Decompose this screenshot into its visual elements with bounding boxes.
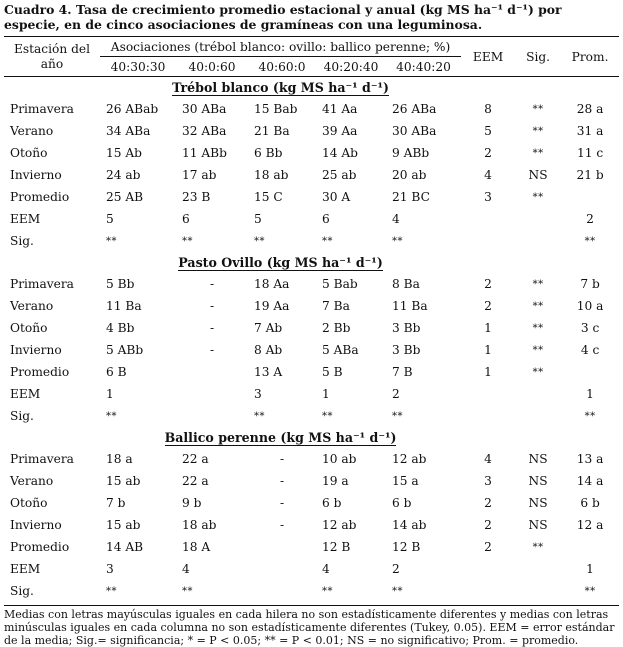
header-col: 40:20:40 xyxy=(316,57,386,77)
eem-cell: 3 xyxy=(484,190,492,204)
sig-cell: NS xyxy=(528,168,548,182)
table-cell: ** xyxy=(254,410,265,422)
table-row xyxy=(4,208,619,230)
section-title-row xyxy=(4,252,619,273)
table-cell: 6 xyxy=(322,212,330,226)
row-label: Otoño xyxy=(10,321,48,335)
eem-cell: 2 xyxy=(484,496,492,510)
table-row xyxy=(4,470,619,492)
prom-cell: 12 a xyxy=(576,518,604,532)
table-caption xyxy=(4,2,619,32)
table-cell: 21 Ba xyxy=(254,124,290,138)
table-cell: ** xyxy=(182,585,193,597)
table-cell: - xyxy=(209,299,215,313)
table-cell: 15 Ab xyxy=(106,146,142,160)
table-cell: 5 xyxy=(106,212,114,226)
header-col: 40:30:30 xyxy=(100,57,176,77)
table-cell: 8 Ba xyxy=(392,277,420,291)
sig-cell xyxy=(515,208,561,230)
table-row xyxy=(4,230,619,252)
row-label: Promedio xyxy=(10,190,70,204)
table-row xyxy=(4,536,619,558)
row-label: Invierno xyxy=(10,343,62,357)
row-label: Verano xyxy=(10,474,54,488)
table-cell: 30 A xyxy=(322,190,351,204)
table-cell xyxy=(176,405,248,427)
row-label: Otoño xyxy=(10,496,48,510)
table-cell: 7 Ab xyxy=(254,321,283,335)
sig-cell: ** xyxy=(532,103,544,115)
eem-cell: 4 xyxy=(484,452,492,466)
sig-cell: NS xyxy=(528,496,548,510)
table-cell: 12 B xyxy=(392,540,421,554)
table-cell: 12 ab xyxy=(392,452,427,466)
table-cell: 4 Bb xyxy=(106,321,135,335)
table-cell: 9 b xyxy=(182,496,202,510)
table-cell: ** xyxy=(392,410,403,422)
table-cell: ** xyxy=(254,235,265,247)
table-cell: 5 B xyxy=(322,365,343,379)
table-cell: 14 ab xyxy=(392,518,427,532)
eem-cell xyxy=(461,405,515,427)
table-row xyxy=(4,98,619,120)
prom-cell: ** xyxy=(584,235,596,247)
table-cell: 15 ab xyxy=(106,518,141,532)
table-cell: 13 A xyxy=(254,365,283,379)
prom-cell: 1 xyxy=(586,562,594,576)
sig-cell xyxy=(515,558,561,580)
table-cell: ** xyxy=(392,235,403,247)
table-cell: ** xyxy=(182,235,193,247)
sig-cell: ** xyxy=(532,344,544,356)
prom-cell: 10 a xyxy=(576,299,604,313)
sig-cell xyxy=(515,580,561,602)
prom-cell: 13 a xyxy=(576,452,604,466)
table-row xyxy=(4,120,619,142)
table-cell: 21 BC xyxy=(392,190,430,204)
table-cell: 18 A xyxy=(182,540,211,554)
table-cell: 15 C xyxy=(254,190,283,204)
prom-cell: 3 c xyxy=(580,321,600,335)
prom-cell: 11 c xyxy=(576,146,604,160)
table-cell: 7 B xyxy=(392,365,413,379)
section-title-row xyxy=(4,427,619,448)
table-cell: 6 Bb xyxy=(254,146,283,160)
sig-cell xyxy=(515,383,561,405)
eem-cell xyxy=(461,580,515,602)
row-label: Primavera xyxy=(10,452,74,466)
table-row xyxy=(4,142,619,164)
row-label: EEM xyxy=(10,562,41,576)
table-cell: 6 B xyxy=(106,365,127,379)
table-cell: 25 AB xyxy=(106,190,144,204)
table-cell: 18 a xyxy=(106,452,133,466)
table-cell: 2 xyxy=(392,387,400,401)
row-label: EEM xyxy=(10,387,41,401)
sig-cell: ** xyxy=(532,300,544,312)
table-cell: 3 Bb xyxy=(392,343,421,357)
eem-cell: 1 xyxy=(484,343,492,357)
table-cell xyxy=(248,580,316,602)
table-cell: 26 ABab xyxy=(106,102,159,116)
table-row xyxy=(4,273,619,295)
sig-cell: ** xyxy=(532,278,544,290)
sig-cell: ** xyxy=(532,322,544,334)
table-cell: 18 ab xyxy=(254,168,289,182)
prom-cell xyxy=(561,186,619,208)
row-label: Invierno xyxy=(10,518,62,532)
header-group-label: Asociaciones (trébol blanco: ovillo: ballico perenne; %) xyxy=(100,37,461,57)
prom-cell: 21 b xyxy=(576,168,604,182)
section-title xyxy=(100,252,461,273)
table-cell: 20 ab xyxy=(392,168,427,182)
row-label: Primavera xyxy=(10,102,74,116)
prom-cell xyxy=(561,536,619,558)
row-label: Primavera xyxy=(10,277,74,291)
row-label: Verano xyxy=(10,124,54,138)
table-cell: 15 Bab xyxy=(254,102,298,116)
table-cell: 10 ab xyxy=(322,452,357,466)
eem-cell xyxy=(461,208,515,230)
table-cell: ** xyxy=(392,585,403,597)
header-station xyxy=(4,37,100,77)
header-col: 40:40:20 xyxy=(386,57,461,77)
table-cell: - xyxy=(279,518,285,532)
table-cell: 3 Bb xyxy=(392,321,421,335)
header-eem: EEM xyxy=(461,37,515,77)
eem-cell: 5 xyxy=(484,124,492,138)
table-cell: 30 ABa xyxy=(392,124,437,138)
row-label: Sig. xyxy=(10,409,34,423)
table-cell: 34 ABa xyxy=(106,124,151,138)
prom-cell xyxy=(561,361,619,383)
table-cell: 6 b xyxy=(322,496,342,510)
table-cell: - xyxy=(279,496,285,510)
table-cell: 4 xyxy=(322,562,330,576)
eem-cell xyxy=(461,558,515,580)
table-cell: ** xyxy=(106,235,117,247)
eem-cell: 3 xyxy=(484,474,492,488)
row-label: Sig. xyxy=(10,584,34,598)
prom-cell: ** xyxy=(584,585,596,597)
sig-cell: ** xyxy=(532,541,544,553)
eem-cell: 2 xyxy=(484,146,492,160)
prom-cell: 4 c xyxy=(580,343,600,357)
row-label: Sig. xyxy=(10,234,34,248)
caption-text: Tasa de crecimiento promedio estacional y anual (kg MS ha⁻¹ d⁻¹) por especie, en de cinco asociaciones de gramíneas con una leguminosa. xyxy=(4,2,562,32)
header-col: 40:0:60 xyxy=(176,57,248,77)
table-cell: 15 ab xyxy=(106,474,141,488)
table-cell: 14 Ab xyxy=(322,146,358,160)
header-row-1 xyxy=(4,37,619,57)
eem-cell xyxy=(461,383,515,405)
sig-cell: NS xyxy=(528,518,548,532)
prom-cell: ** xyxy=(584,410,596,422)
table-cell: 6 b xyxy=(392,496,412,510)
table-row xyxy=(4,558,619,580)
table-cell: 2 Bb xyxy=(322,321,351,335)
table-cell: 32 ABa xyxy=(182,124,227,138)
eem-cell: 2 xyxy=(484,277,492,291)
table-cell: 5 xyxy=(254,212,262,226)
section-title-row xyxy=(4,77,619,99)
table-row xyxy=(4,580,619,602)
prom-cell: 6 b xyxy=(580,496,600,510)
table-row xyxy=(4,361,619,383)
table-cell: - xyxy=(209,343,215,357)
sig-cell: ** xyxy=(532,125,544,137)
table-cell: 17 ab xyxy=(182,168,217,182)
table-row xyxy=(4,514,619,536)
table-cell: 19 Aa xyxy=(254,299,290,313)
table-cell: 5 ABa xyxy=(322,343,359,357)
table-cell: - xyxy=(279,474,285,488)
eem-cell: 1 xyxy=(484,321,492,335)
header-prom: Prom. xyxy=(561,37,619,77)
section-title-text: Pasto Ovillo (kg MS ha⁻¹ d⁻¹) xyxy=(178,255,383,270)
table-footnote: Medias con letras mayúsculas iguales en cada hilera no son estadísticamente diferentes y medias con letras minúsculas iguales en cada columna no son estadísticamente diferentes (Tukey, 0.05). EEM = error estándar de la media; Sig.= significancia; * = P < 0.05; ** = P < 0.01; NS = no significativo; Prom. = promedio. xyxy=(4,605,619,647)
header-col: 40:60:0 xyxy=(248,57,316,77)
table-cell: 5 ABb xyxy=(106,343,144,357)
table-cell: - xyxy=(209,277,215,291)
row-label: Otoño xyxy=(10,146,48,160)
table-cell: 6 xyxy=(182,212,190,226)
sig-cell: ** xyxy=(532,191,544,203)
section-title xyxy=(100,427,461,448)
table-cell: 39 Aa xyxy=(322,124,358,138)
table-row xyxy=(4,295,619,317)
table-cell xyxy=(176,361,248,383)
table-cell: 19 a xyxy=(322,474,349,488)
table-cell: 11 Ba xyxy=(392,299,428,313)
prom-cell: 2 xyxy=(586,212,594,226)
eem-cell: 8 xyxy=(484,102,492,116)
table-cell: 25 ab xyxy=(322,168,357,182)
section-title xyxy=(100,77,461,99)
row-label: Promedio xyxy=(10,540,70,554)
table-cell: 12 B xyxy=(322,540,351,554)
table-cell: 4 xyxy=(182,562,190,576)
row-label: Verano xyxy=(10,299,54,313)
table-cell: 22 a xyxy=(182,474,209,488)
table-row xyxy=(4,405,619,427)
table-row xyxy=(4,383,619,405)
table-cell: 24 ab xyxy=(106,168,141,182)
table-cell: 4 xyxy=(392,212,400,226)
table-row xyxy=(4,164,619,186)
section-title-text: Ballico perenne (kg MS ha⁻¹ d⁻¹) xyxy=(164,430,397,445)
prom-cell: 1 xyxy=(586,387,594,401)
sig-cell xyxy=(515,230,561,252)
eem-cell: 2 xyxy=(484,299,492,313)
table-cell: 26 ABa xyxy=(392,102,437,116)
sig-cell: NS xyxy=(528,474,548,488)
table-cell: - xyxy=(279,452,285,466)
table-cell: 7 Ba xyxy=(322,299,350,313)
prom-cell: 7 b xyxy=(580,277,600,291)
eem-cell: 4 xyxy=(484,168,492,182)
table-cell: 5 Bb xyxy=(106,277,135,291)
table-cell xyxy=(176,383,248,405)
table-cell: 30 ABa xyxy=(182,102,227,116)
table-cell: 15 a xyxy=(392,474,419,488)
sig-cell xyxy=(515,405,561,427)
sig-cell: ** xyxy=(532,147,544,159)
table-cell: 8 Ab xyxy=(254,343,283,357)
table-cell: 2 xyxy=(392,562,400,576)
table-cell: 18 ab xyxy=(182,518,217,532)
table-cell: 14 AB xyxy=(106,540,144,554)
header-station-line2: año xyxy=(40,56,64,71)
table-cell: ** xyxy=(106,410,117,422)
table-row xyxy=(4,448,619,470)
prom-cell: 14 a xyxy=(576,474,604,488)
table-row xyxy=(4,339,619,361)
eem-cell xyxy=(461,230,515,252)
table-cell: 7 b xyxy=(106,496,126,510)
table-cell: ** xyxy=(322,235,333,247)
table-cell xyxy=(248,558,316,580)
table-cell: 12 ab xyxy=(322,518,357,532)
table-cell: 1 xyxy=(322,387,330,401)
eem-cell: 2 xyxy=(484,518,492,532)
caption-prefix: Cuadro 4. xyxy=(4,2,72,17)
sig-cell: NS xyxy=(528,452,548,466)
row-label: Invierno xyxy=(10,168,62,182)
table-cell: ** xyxy=(322,585,333,597)
table-cell: - xyxy=(209,321,215,335)
sig-cell: ** xyxy=(532,366,544,378)
header-station-line1: Estación del xyxy=(13,41,90,56)
table-row xyxy=(4,186,619,208)
prom-cell: 31 a xyxy=(576,124,604,138)
prom-cell: 28 a xyxy=(576,102,604,116)
row-label: Promedio xyxy=(10,365,70,379)
data-table xyxy=(4,36,619,602)
table-cell xyxy=(248,536,316,558)
eem-cell: 1 xyxy=(484,365,492,379)
table-cell: 23 B xyxy=(182,190,211,204)
section-title-text: Trébol blanco (kg MS ha⁻¹ d⁻¹) xyxy=(172,80,389,95)
table-cell: 1 xyxy=(106,387,114,401)
table-cell: 5 Bab xyxy=(322,277,358,291)
table-cell: 11 Ba xyxy=(106,299,142,313)
table-cell: ** xyxy=(322,410,333,422)
table-cell: 41 Aa xyxy=(322,102,358,116)
row-label: EEM xyxy=(10,212,41,226)
table-cell: ** xyxy=(106,585,117,597)
table-row xyxy=(4,492,619,514)
table-row xyxy=(4,317,619,339)
table-cell: 3 xyxy=(106,562,114,576)
table-cell: 9 ABb xyxy=(392,146,430,160)
table-cell: 3 xyxy=(254,387,262,401)
table-cell: 18 Aa xyxy=(254,277,290,291)
table-cell: 22 a xyxy=(182,452,209,466)
header-sig: Sig. xyxy=(515,37,561,77)
eem-cell: 2 xyxy=(484,540,492,554)
table-cell: 11 ABb xyxy=(182,146,227,160)
